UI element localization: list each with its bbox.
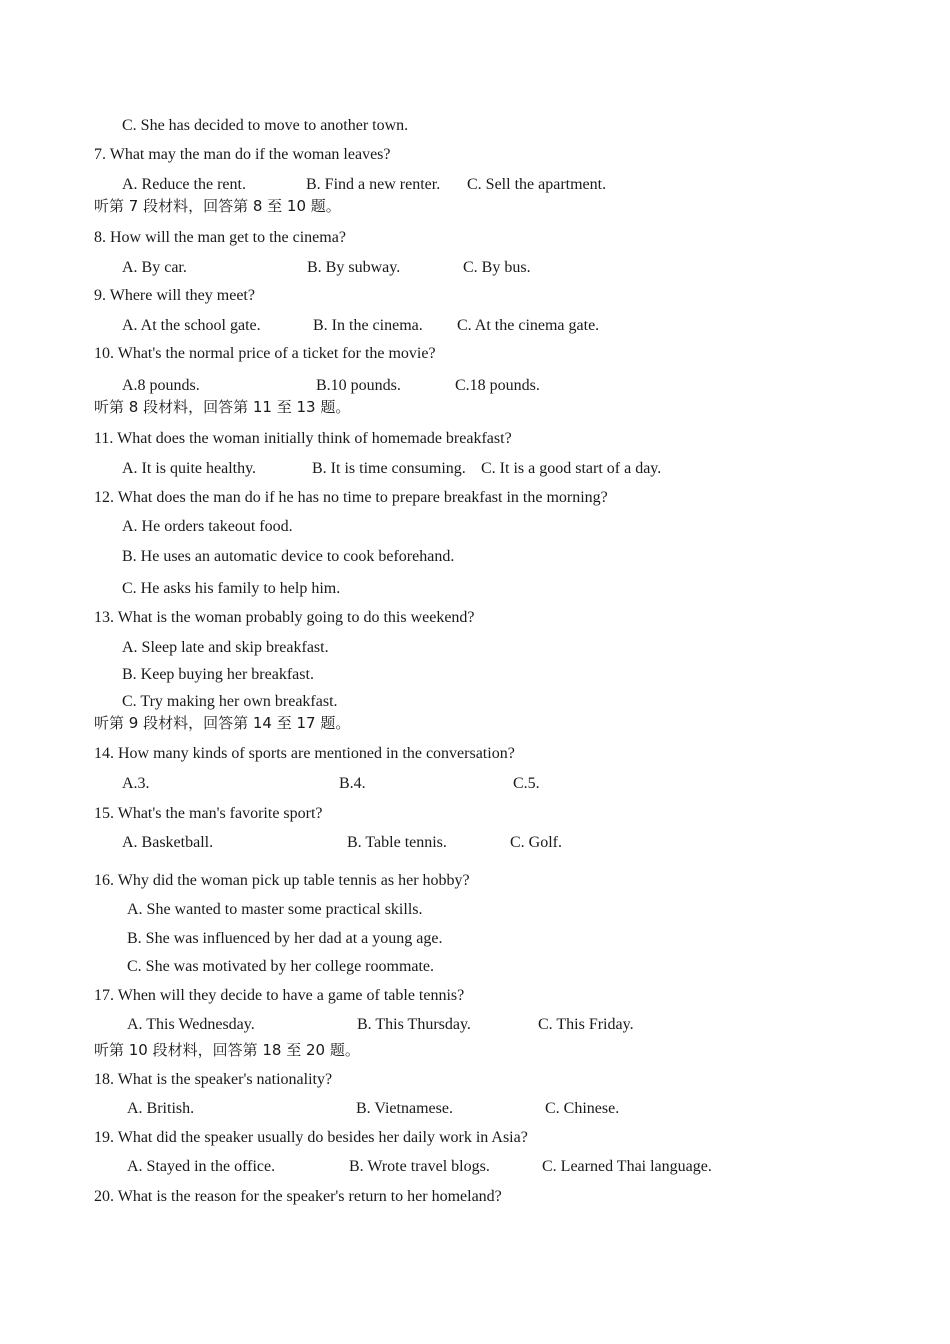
- option-text: B. Table tennis.: [347, 834, 447, 851]
- option-text: A. British.: [127, 1100, 195, 1117]
- option-text: A. Basketball.: [122, 834, 214, 851]
- option-text: A. Sleep late and skip breakfast.: [122, 639, 329, 656]
- option-text: C. Learned Thai language.: [542, 1158, 712, 1175]
- option-text: A. It is quite healthy.: [122, 460, 257, 477]
- option-text: B. He uses an automatic device to cook beforehand.: [122, 548, 455, 565]
- option-text: A.3.: [122, 775, 150, 792]
- question-text: 20. What is the reason for the speaker's return to her homeland?: [94, 1188, 502, 1205]
- option-text: C. Chinese.: [545, 1100, 620, 1117]
- option-text: B. She was influenced by her dad at a young age.: [127, 930, 443, 947]
- question-text: 9. Where will they meet?: [94, 287, 255, 304]
- option-text: A. He orders takeout food.: [122, 518, 293, 535]
- section-heading: 听第 10 段材料，回答第 18 至 20 题。: [94, 1041, 360, 1059]
- section-heading: 听第 8 段材料，回答第 11 至 13 题。: [94, 398, 351, 416]
- option-text: C. It is a good start of a day.: [481, 460, 662, 477]
- question-text: 7. What may the man do if the woman leaves?: [94, 146, 391, 163]
- option-text: A. This Wednesday.: [127, 1016, 255, 1033]
- question-text: 11. What does the woman initially think of homemade breakfast?: [94, 430, 512, 447]
- option-text: A. At the school gate.: [122, 317, 261, 334]
- question-text: 12. What does the man do if he has no time to prepare breakfast in the morning?: [94, 489, 608, 506]
- option-text: B.4.: [339, 775, 366, 792]
- question-text: 19. What did the speaker usually do besides her daily work in Asia?: [94, 1129, 528, 1146]
- section-heading: 听第 7 段材料，回答第 8 至 10 题。: [94, 197, 341, 215]
- option-text: B. It is time consuming.: [312, 460, 466, 477]
- option-text: C. Golf.: [510, 834, 562, 851]
- option-text: A. By car.: [122, 259, 187, 276]
- option-text: C.18 pounds.: [455, 377, 540, 394]
- option-text: B. This Thursday.: [357, 1016, 471, 1033]
- option-text: A. She wanted to master some practical skills.: [127, 901, 423, 918]
- question-text: 18. What is the speaker's nationality?: [94, 1071, 333, 1088]
- question-text: 13. What is the woman probably going to do this weekend?: [94, 609, 475, 626]
- option-text: B. In the cinema.: [313, 317, 423, 334]
- section-heading: 听第 9 段材料，回答第 14 至 17 题。: [94, 714, 351, 732]
- option-text: C. He asks his family to help him.: [122, 580, 341, 597]
- option-text: B. Keep buying her breakfast.: [122, 666, 314, 683]
- option-text: B. By subway.: [307, 259, 401, 276]
- option-text: C. At the cinema gate.: [457, 317, 600, 334]
- question-text: 10. What's the normal price of a ticket for the movie?: [94, 345, 436, 362]
- option-text: A. Stayed in the office.: [127, 1158, 276, 1175]
- option-text: C. By bus.: [463, 259, 531, 276]
- option-text: A. Reduce the rent.: [122, 176, 246, 193]
- option-text: C. This Friday.: [538, 1016, 634, 1033]
- option-text: B.10 pounds.: [316, 377, 401, 394]
- question-text: 16. Why did the woman pick up table tennis as her hobby?: [94, 872, 470, 889]
- option-text: B. Find a new renter.: [306, 176, 441, 193]
- option-text: C. She has decided to move to another town.: [122, 117, 409, 134]
- question-text: 8. How will the man get to the cinema?: [94, 229, 346, 246]
- option-text: C. She was motivated by her college roommate.: [127, 958, 435, 975]
- question-text: 14. How many kinds of sports are mentioned in the conversation?: [94, 745, 515, 762]
- option-text: B. Vietnamese.: [356, 1100, 453, 1117]
- option-text: A.8 pounds.: [122, 377, 200, 394]
- option-text: C. Try making her own breakfast.: [122, 693, 338, 710]
- question-text: 17. When will they decide to have a game of table tennis?: [94, 987, 465, 1004]
- option-text: C.5.: [513, 775, 540, 792]
- question-text: 15. What's the man's favorite sport?: [94, 805, 323, 822]
- option-text: C. Sell the apartment.: [467, 176, 607, 193]
- option-text: B. Wrote travel blogs.: [349, 1158, 490, 1175]
